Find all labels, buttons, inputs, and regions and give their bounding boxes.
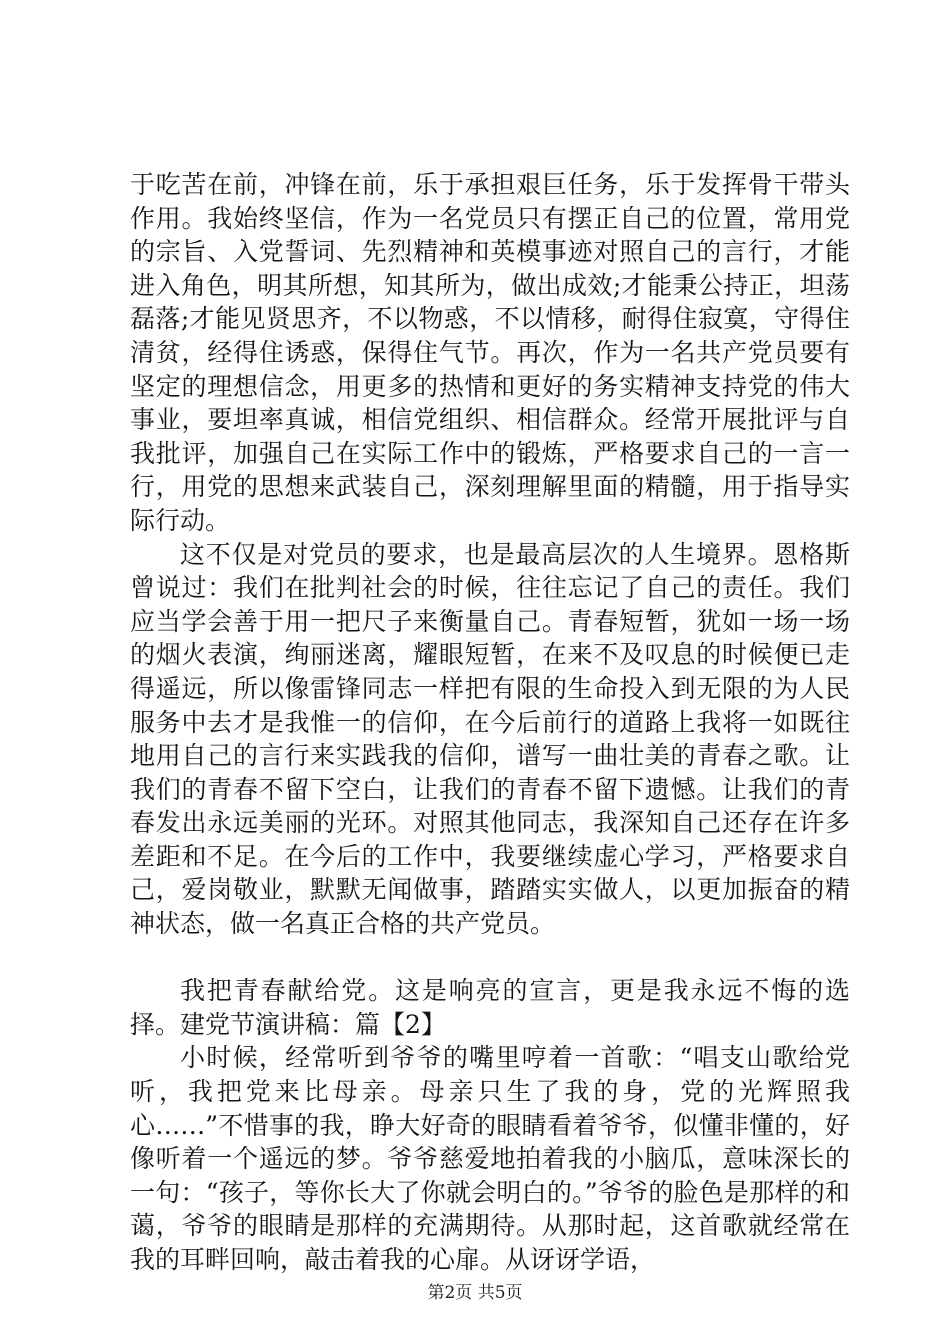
paragraph-1: 于吃苦在前，冲锋在前，乐于承担艰巨任务，乐于发挥骨干带头作用。我始终坚信，作为一名党员只有摆正自己的位置，常用党的宗旨、入党誓词、先烈精神和英模事迹对照自己的言行，才能进入角色，明其所想，知其所为，做出成效;才能秉公持正，坦荡磊落;才能见贤思齐，不以物惑，不以情移，耐得住寂寞，守得住清贫，经得住诱惑，保得住气节。再次，作为一名共产党员要有坚定的理想信念，用更多的热情和更好的务实精神支持党的伟大事业，要坦率真诚，相信党组织、相信群众。经常开展批评与自我批评，加强自己在实际工作中的锻炼，严格要求自己的一言一行，用党的思想来武装自己，深刻理解里面的精髓，用于指导实际行动。 [130, 170, 850, 535]
page-footer: 第2页 共5页 [427, 1283, 523, 1303]
paragraph-3: 我把青春献给党。这是响亮的宣言，更是我永远不悔的选择。建党节演讲稿：篇【2】 [130, 976, 850, 1039]
paragraph-2: 这不仅是对党员的要求，也是最高层次的人生境界。恩格斯曾说过：我们在批判社会的时候，往往忘记了自己的责任。我们应当学会善于用一把尺子来衡量自己。青春短暂，犹如一场一场的烟火表演，绚丽迷离，耀眼短暂，在来不及叹息的时候便已走得遥远，所以像雷锋同志一样把有限的生命投入到无限的为人民服务中去才是我惟一的信仰，在今后前行的道路上我将一如既往地用自己的言行来实践我的信仰，谱写一曲壮美的青春之歌。让我们的青春不留下空白，让我们的青春不留下遗憾。让我们的青春发出永远美丽的光环。对照其他同志，我深知自己还存在许多差距和不足。在今后的工作中，我要继续虚心学习，严格要求自己，爱岗敬业，默默无闻做事，踏踏实实做人，以更加振奋的精神状态，做一名真正合格的共产党员。 [130, 539, 850, 939]
document-body [130, 168, 850, 1277]
paragraph-4: 小时候，经常听到爷爷的嘴里哼着一首歌：“唱支山歌给党听，我把党来比母亲。母亲只生了我的身，党的光辉照我心……”不惜事的我，睁大好奇的眼睛看着爷爷，似懂非懂的，好像听着一个遥远的梦。爷爷慈爱地拍着我的小脑瓜，意味深长的一句：“孩子，等你长大了你就会明白的。”爷爷的脸色是那样的和蔼，爷爷的眼睛是那样的充满期待。从那时起，这首歌就经常在我的耳畔回响，敲击着我的心扉。从讶讶学语， [130, 1043, 850, 1274]
